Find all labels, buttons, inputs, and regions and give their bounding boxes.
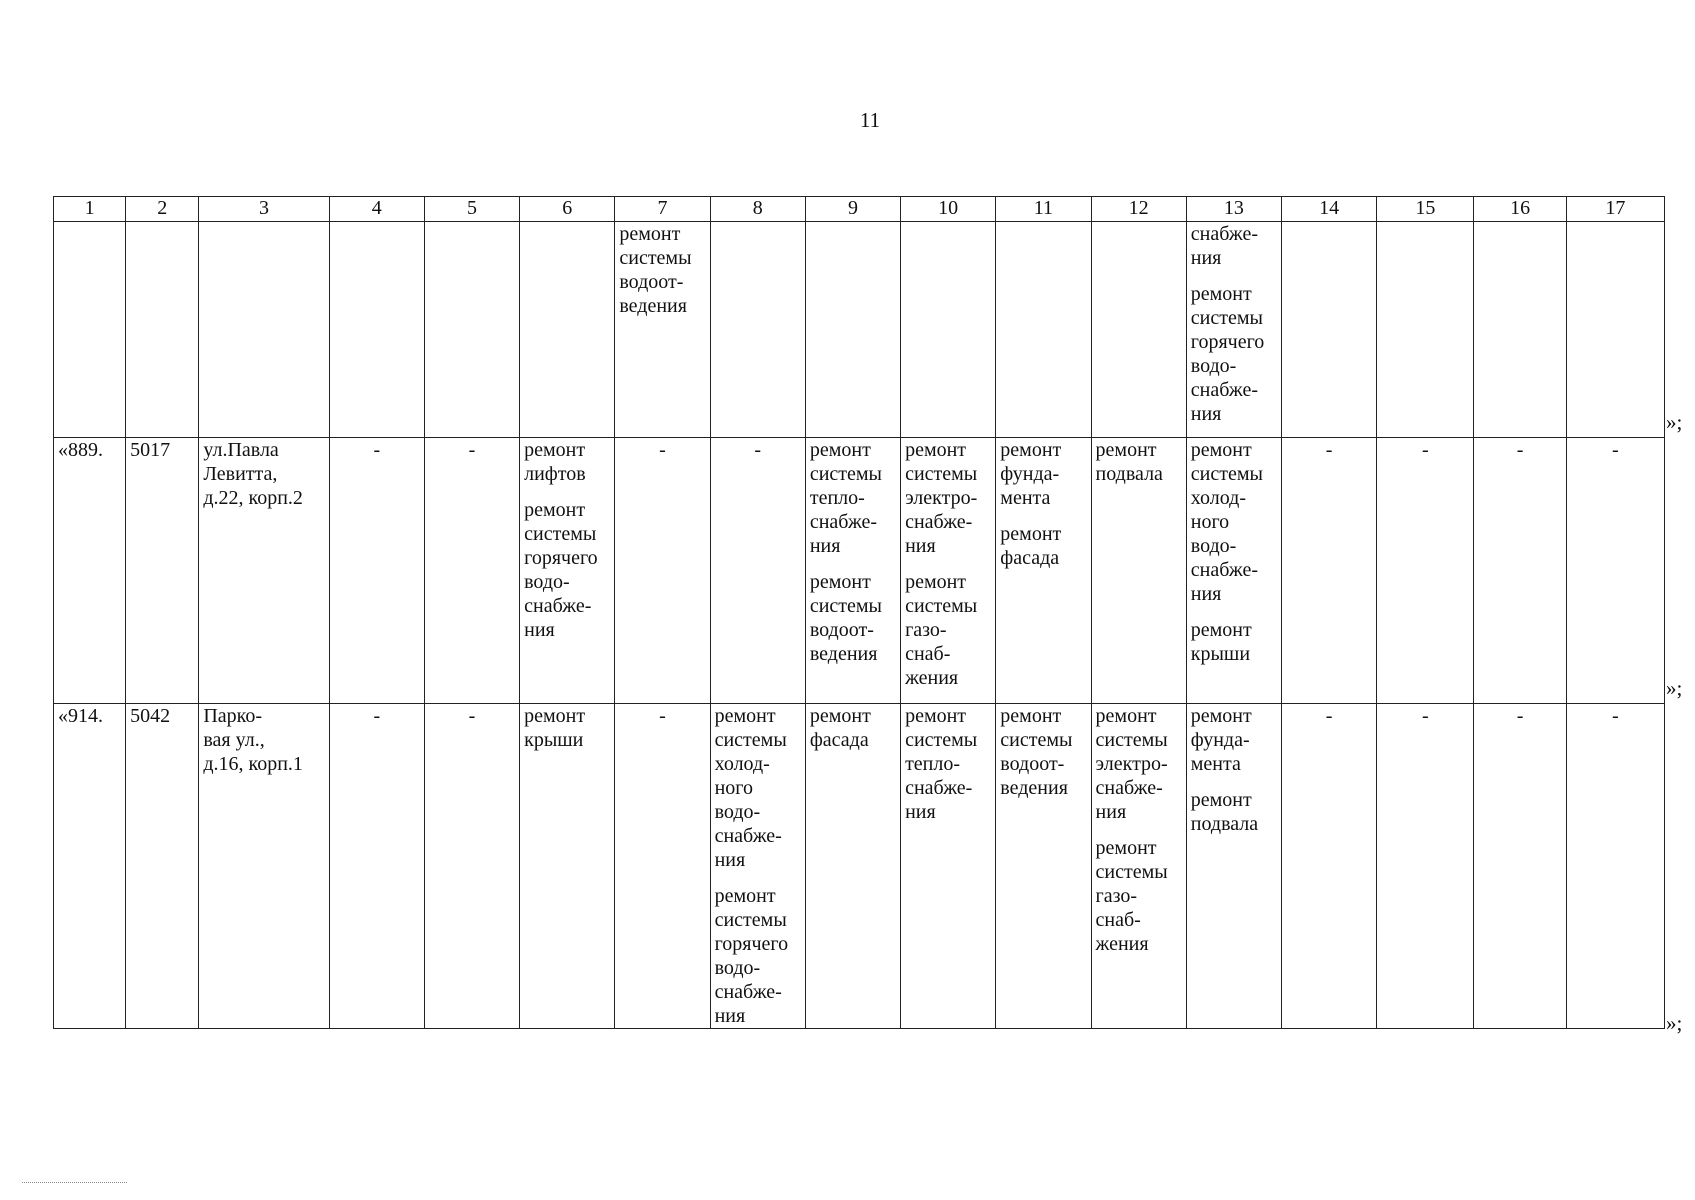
repair-works-cell	[1091, 704, 1186, 1029]
empty-value-cell: -	[1566, 438, 1664, 704]
page-number: 11	[859, 108, 881, 132]
empty-value-cell: -	[424, 704, 519, 1029]
repair-work-item: ремонт системы водоот- ведения	[809, 571, 882, 665]
continuation-row	[54, 222, 1665, 438]
empty-value-cell: -	[1474, 704, 1566, 1029]
empty-value-cell: -	[1474, 438, 1566, 704]
table-cell	[805, 222, 900, 438]
repair-work-item: ремонт системы тепло- снабже- ния	[905, 705, 978, 823]
repair-work-item: ремонт системы электро- снабже- ния	[1095, 705, 1168, 823]
table-row	[54, 704, 1665, 1029]
repair-works-cell	[805, 438, 900, 704]
repair-work-item: ремонт системы водоот- ведения	[1000, 705, 1073, 799]
repair-work-item: ремонт системы горячего водо- снабже- ния	[714, 885, 789, 1027]
repair-works-cell	[996, 704, 1091, 1029]
repair-work-item: ремонт системы электро- снабже- ния	[905, 439, 978, 557]
table-cell	[710, 222, 805, 438]
table-cell	[1474, 222, 1566, 438]
scan-artifact	[22, 1182, 127, 1183]
column-header: 16	[1474, 197, 1566, 222]
table-cell	[901, 222, 996, 438]
empty-value-cell: -	[1377, 704, 1474, 1029]
empty-value-cell: -	[1377, 438, 1474, 704]
column-header: 6	[520, 197, 615, 222]
repair-work-item: ремонт фасада	[1000, 523, 1062, 569]
column-header: 14	[1282, 197, 1377, 222]
row-number: «889.	[54, 438, 126, 704]
table-cell	[126, 222, 199, 438]
column-header: 7	[615, 197, 710, 222]
repair-schedule-table	[53, 196, 1665, 1029]
column-header: 13	[1186, 197, 1281, 222]
column-header: 2	[126, 197, 199, 222]
repair-work-item: ремонт системы газо- снаб- жения	[1095, 837, 1168, 955]
empty-value-cell: -	[710, 438, 805, 704]
empty-value-cell: -	[615, 438, 710, 704]
repair-work-item: ремонт системы газо- снаб- жения	[905, 571, 978, 689]
table-cell	[424, 222, 519, 438]
repair-works-cell	[520, 438, 615, 704]
repair-work-item: ремонт крыши	[524, 705, 586, 751]
repair-work-item: ремонт системы холод- ного водо- снабже- ния	[1190, 439, 1263, 605]
repair-work-item: ремонт крыши	[1190, 619, 1252, 665]
column-header: 3	[199, 197, 329, 222]
column-header: 9	[805, 197, 900, 222]
repair-work-item: ремонт системы горячего водо- снабже- ния	[524, 499, 598, 641]
column-header: 11	[996, 197, 1091, 222]
address-cell: Парко- вая ул., д.16, корп.1	[199, 704, 329, 1029]
address-cell: ул.Павла Левитта, д.22, корп.2	[199, 438, 329, 704]
row-number: «914.	[54, 704, 126, 1029]
column-header: 4	[329, 197, 424, 222]
repair-work-item: ремонт фунда- мента	[1190, 705, 1252, 775]
table-row	[54, 438, 1665, 704]
table-cell	[1282, 222, 1377, 438]
row-end-mark: »;	[1666, 1011, 1683, 1035]
repair-works-cell	[996, 438, 1091, 704]
building-code: 5042	[126, 704, 199, 1029]
table-cell	[520, 222, 615, 438]
column-header: 17	[1566, 197, 1664, 222]
header-row	[54, 197, 1665, 222]
column-header: 8	[710, 197, 805, 222]
repair-works-cell	[710, 704, 805, 1029]
repair-work-item: снабже- ния	[1190, 223, 1258, 269]
column-header: 1	[54, 197, 126, 222]
repair-works-cell	[805, 704, 900, 1029]
row-end-mark: »;	[1666, 410, 1683, 434]
table-cell	[1566, 222, 1664, 438]
repair-work-item: ремонт системы тепло- снабже- ния	[809, 439, 882, 557]
repair-work-item: ремонт подвала	[1190, 789, 1259, 835]
table-cell	[1377, 222, 1474, 438]
table-cell	[1091, 222, 1186, 438]
column-header: 10	[901, 197, 996, 222]
repair-works-cell	[520, 704, 615, 1029]
repair-works-cell	[901, 438, 996, 704]
table-cell	[996, 222, 1091, 438]
repair-work-item: ремонт системы водоот- ведения	[619, 223, 692, 317]
repair-works-cell	[901, 704, 996, 1029]
column-header: 12	[1091, 197, 1186, 222]
repair-works-cell	[1186, 704, 1281, 1029]
empty-value-cell: -	[1282, 704, 1377, 1029]
table-cell	[329, 222, 424, 438]
repair-work-item: ремонт фасада	[809, 705, 871, 751]
repair-work-item: ремонт системы горячего водо- снабже- ния	[1190, 283, 1265, 425]
table-cell	[199, 222, 329, 438]
table-cell	[1186, 222, 1281, 438]
column-header: 15	[1377, 197, 1474, 222]
empty-value-cell: -	[615, 704, 710, 1029]
empty-value-cell: -	[329, 704, 424, 1029]
empty-value-cell: -	[329, 438, 424, 704]
table-cell	[615, 222, 710, 438]
repair-work-item: ремонт подвала	[1095, 439, 1163, 485]
building-code: 5017	[126, 438, 199, 704]
repair-work-item: ремонт системы холод- ного водо- снабже- ния	[714, 705, 787, 871]
repair-works-cell	[1091, 438, 1186, 704]
repair-work-item: ремонт лифтов	[524, 439, 586, 485]
repair-works-cell	[1186, 438, 1281, 704]
row-end-mark: »;	[1666, 676, 1683, 700]
empty-value-cell: -	[424, 438, 519, 704]
empty-value-cell: -	[1282, 438, 1377, 704]
empty-value-cell: -	[1566, 704, 1664, 1029]
repair-work-item: ремонт фунда- мента	[1000, 439, 1062, 509]
table-cell	[54, 222, 126, 438]
column-header: 5	[424, 197, 519, 222]
